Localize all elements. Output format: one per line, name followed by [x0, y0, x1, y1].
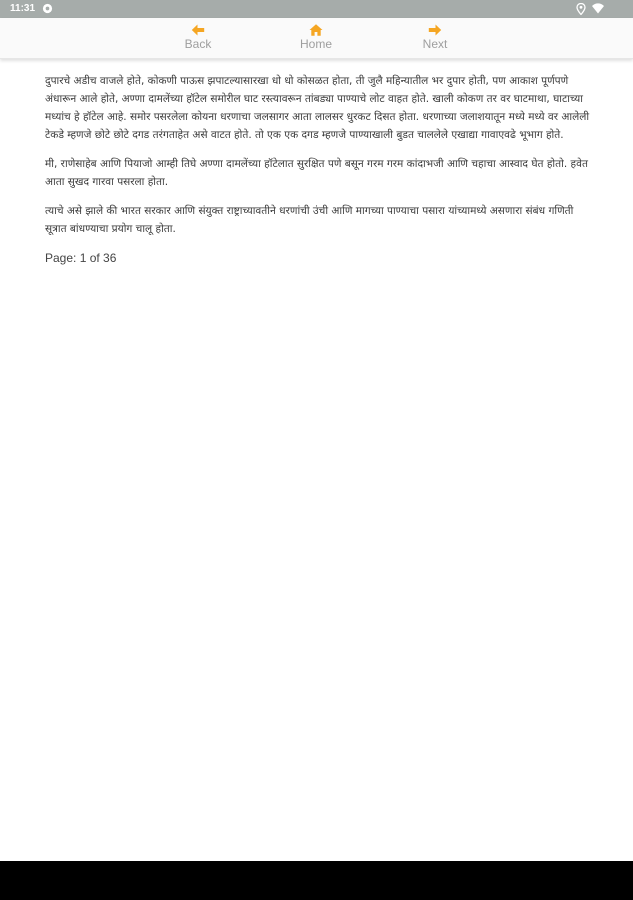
status-bar — [0, 0, 633, 18]
arrow-right-icon — [428, 24, 442, 36]
settings-icon — [42, 3, 53, 14]
next-button[interactable] — [395, 22, 475, 56]
arrow-left-icon — [191, 24, 205, 36]
wifi-icon — [592, 3, 604, 14]
home-icon — [309, 24, 323, 36]
top-navigation-bar — [0, 18, 633, 59]
reading-content — [45, 72, 590, 267]
page-indicator: Page: 1 of 36 — [45, 251, 117, 265]
next-label: Next — [422, 37, 448, 51]
status-time: 11:31 — [10, 3, 36, 14]
location-icon — [576, 3, 586, 15]
back-button[interactable] — [158, 22, 238, 56]
system-navigation-bar — [0, 861, 633, 900]
content-paragraph: मी, राणेसाहेब आणि पियाजो आम्ही तिघे अण्णा दामलेंच्या हॉटेलात सुरक्षित पणे बसून गरम गरम कांदाभजी आणि चहाचा आस्वाद घेत होतो. हवेत आता सुखद गारवा पसरला होता. — [45, 158, 588, 188]
content-paragraph: दुपारचे अडीच वाजले होते, कोकणी पाऊस झपाटल्यासारखा धो धो कोसळत होता, ती जुलै महिन्यातील भर दुपार होती, पण आकाश पूर्णपणे अंधारून आले होते, अण्णा दामलेंच्या हॉटेल समोरील घाट रस्त्यावरून तांबड्या पाण्याचे लोट वाहत होते. खाली कोकण तर वर घाटमाथा, घाटाच्या मध्यांच हे हॉटेल आहे. समोर पसरलेला कोयना धरणाचा जलसागर आता लालसर धुरकट दिसत होता. धरणाच्या जलाशयातून मध्ये मध्ये वर आलेली टेकडे म्हणजे छोटे छोटे दगड तरंगताहेत असे वाटत होते. तो एक एक दगड म्हणजे पाण्याखाली बुडत चाललेले एखाद्या गावाएवढे भूभाग होते. — [45, 75, 590, 141]
home-label: Home — [299, 37, 332, 51]
home-button[interactable] — [276, 22, 356, 56]
content-paragraph: त्याचे असे झाले की भारत सरकार आणि संयुक्त राष्ट्राच्यावतीने धरणांची उंची आणि मागच्या पाण्याचा पसारा यांच्यामध्ये असणारा संबंध गणिती सूत्रात बांधण्याचा प्रयोग चालू होता. — [45, 205, 574, 235]
back-label: Back — [184, 37, 212, 51]
